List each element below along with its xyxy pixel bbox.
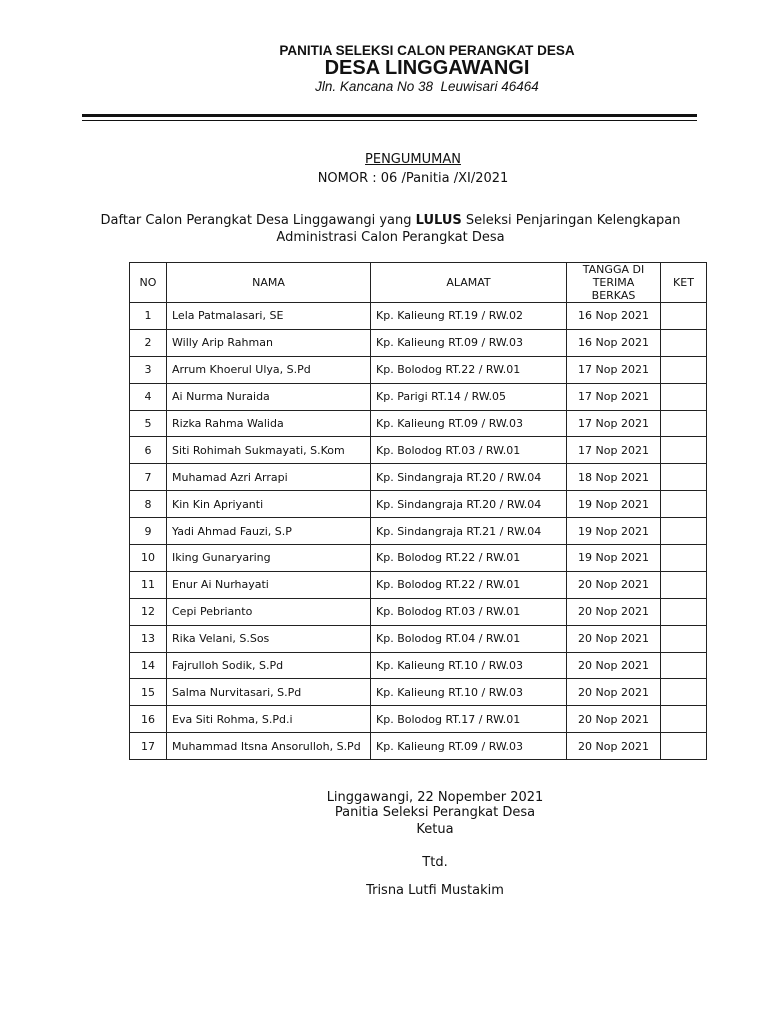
received-date: 19 Nop 2021 [567, 491, 661, 518]
candidate-name: Fajrulloh Sodik, S.Pd [167, 652, 371, 679]
remarks-cell [661, 625, 707, 652]
row-number: 13 [130, 625, 167, 652]
intro-passed-keyword: LULUS [415, 213, 462, 228]
column-header-no: NO [130, 263, 167, 303]
remarks-cell [661, 356, 707, 383]
candidate-name: Eva Siti Rohma, S.Pd.i [167, 706, 371, 733]
date-header-line-2: TERIMA [592, 276, 635, 289]
candidate-address: Kp. Bolodog RT.22 / RW.01 [371, 571, 567, 598]
table-row [130, 706, 707, 733]
candidate-address: Kp. Kalieung RT.09 / RW.03 [371, 410, 567, 437]
row-number: 15 [130, 679, 167, 706]
remarks-cell [661, 571, 707, 598]
table-row [130, 518, 707, 545]
date-header-line-1: TANGGA DI [582, 263, 645, 276]
announcement-number: NOMOR : 06 /Panitia /XI/2021 [317, 171, 509, 186]
intro-text-after: Seleksi Penjaringan Kelengkapan [461, 213, 681, 228]
candidate-address: Kp. Bolodog RT.22 / RW.01 [371, 545, 567, 572]
row-number: 7 [130, 464, 167, 491]
table-row [130, 625, 707, 652]
candidate-name: Willy Arip Rahman [167, 329, 371, 356]
candidate-address: Kp. Kalieung RT.10 / RW.03 [371, 652, 567, 679]
signature-place-date: Linggawangi, 22 Nopember 2021 [326, 790, 544, 805]
row-number: 3 [130, 356, 167, 383]
received-date: 20 Nop 2021 [567, 679, 661, 706]
candidate-address: Kp. Bolodog RT.03 / RW.01 [371, 437, 567, 464]
table-row [130, 356, 707, 383]
candidate-name: Rizka Rahma Walida [167, 410, 371, 437]
candidate-name: Muhamad Azri Arrapi [167, 464, 371, 491]
intro-line-2: Administrasi Calon Perangkat Desa [276, 230, 505, 245]
candidate-address: Kp. Bolodog RT.03 / RW.01 [371, 598, 567, 625]
received-date: 17 Nop 2021 [567, 410, 661, 437]
date-header-line-3: BERKAS [591, 289, 636, 302]
remarks-cell [661, 706, 707, 733]
candidate-name: Iking Gunaryaring [167, 545, 371, 572]
letterhead-rule-thick [82, 114, 697, 117]
row-number: 6 [130, 437, 167, 464]
table-row [130, 733, 707, 760]
candidate-name: Salma Nurvitasari, S.Pd [167, 679, 371, 706]
row-number: 10 [130, 545, 167, 572]
remarks-cell [661, 303, 707, 330]
candidate-name: Muhammad Itsna Ansorulloh, S.Pd [167, 733, 371, 760]
row-number: 11 [130, 571, 167, 598]
candidate-address: Kp. Bolodog RT.22 / RW.01 [371, 356, 567, 383]
candidate-name: Lela Patmalasari, SE [167, 303, 371, 330]
row-number: 17 [130, 733, 167, 760]
remarks-cell [661, 598, 707, 625]
candidate-name: Yadi Ahmad Fauzi, S.P [167, 518, 371, 545]
received-date: 16 Nop 2021 [567, 303, 661, 330]
row-number: 2 [130, 329, 167, 356]
village-name: DESA LINGGAWANGI [324, 57, 530, 79]
remarks-cell [661, 679, 707, 706]
candidate-name: Kin Kin Apriyanti [167, 491, 371, 518]
candidate-address: Kp. Kalieung RT.09 / RW.03 [371, 733, 567, 760]
column-header-date-received [567, 263, 661, 303]
remarks-cell [661, 491, 707, 518]
remarks-cell [661, 518, 707, 545]
candidate-address: Kp. Parigi RT.14 / RW.05 [371, 383, 567, 410]
remarks-cell [661, 652, 707, 679]
committee-title: PANITIA SELEKSI CALON PERANGKAT DESA [279, 43, 575, 58]
table-row [130, 679, 707, 706]
received-date: 18 Nop 2021 [567, 464, 661, 491]
received-date: 19 Nop 2021 [567, 545, 661, 572]
candidate-address: Kp. Sindangraja RT.20 / RW.04 [371, 464, 567, 491]
column-header-name: NAMA [167, 263, 371, 303]
table-row [130, 410, 707, 437]
received-date: 17 Nop 2021 [567, 437, 661, 464]
signatory-name: Trisna Lutfi Mustakim [366, 883, 504, 898]
remarks-cell [661, 733, 707, 760]
table-row [130, 383, 707, 410]
candidates-table [129, 262, 707, 760]
received-date: 19 Nop 2021 [567, 518, 661, 545]
column-header-address: ALAMAT [371, 263, 567, 303]
remarks-cell [661, 464, 707, 491]
candidate-name: Cepi Pebrianto [167, 598, 371, 625]
row-number: 16 [130, 706, 167, 733]
row-number: 14 [130, 652, 167, 679]
received-date: 20 Nop 2021 [567, 733, 661, 760]
row-number: 9 [130, 518, 167, 545]
signature-committee: Panitia Seleksi Perangkat Desa [334, 805, 536, 820]
candidate-address: Kp. Kalieung RT.19 / RW.02 [371, 303, 567, 330]
table-row [130, 303, 707, 330]
received-date: 20 Nop 2021 [567, 571, 661, 598]
table-row [130, 437, 707, 464]
candidate-address: Kp. Sindangraja RT.21 / RW.04 [371, 518, 567, 545]
candidate-address: Kp. Kalieung RT.10 / RW.03 [371, 679, 567, 706]
office-address: Jln. Kancana No 38 Leuwisari 46464 [315, 79, 539, 94]
received-date: 20 Nop 2021 [567, 598, 661, 625]
received-date: 17 Nop 2021 [567, 356, 661, 383]
remarks-cell [661, 383, 707, 410]
remarks-cell [661, 410, 707, 437]
row-number: 5 [130, 410, 167, 437]
candidate-address: Kp. Bolodog RT.17 / RW.01 [371, 706, 567, 733]
intro-paragraph [40, 212, 741, 246]
table-row [130, 652, 707, 679]
row-number: 4 [130, 383, 167, 410]
column-header-remarks: KET [661, 263, 707, 303]
candidate-name: Siti Rohimah Sukmayati, S.Kom [167, 437, 371, 464]
signature-signed-mark: Ttd. [422, 855, 448, 870]
row-number: 8 [130, 491, 167, 518]
intro-line-1 [40, 212, 741, 229]
table-row [130, 545, 707, 572]
table-row [130, 598, 707, 625]
received-date: 20 Nop 2021 [567, 625, 661, 652]
candidate-name: Rika Velani, S.Sos [167, 625, 371, 652]
received-date: 16 Nop 2021 [567, 329, 661, 356]
signature-role: Ketua [416, 822, 454, 837]
table-header [130, 263, 707, 303]
candidate-address: Kp. Sindangraja RT.20 / RW.04 [371, 491, 567, 518]
received-date: 20 Nop 2021 [567, 652, 661, 679]
row-number: 12 [130, 598, 167, 625]
table-row [130, 491, 707, 518]
table-row [130, 464, 707, 491]
candidate-address: Kp. Kalieung RT.09 / RW.03 [371, 329, 567, 356]
received-date: 17 Nop 2021 [567, 383, 661, 410]
received-date: 20 Nop 2021 [567, 706, 661, 733]
candidate-name: Enur Ai Nurhayati [167, 571, 371, 598]
table-header-row [130, 263, 707, 303]
candidate-name: Arrum Khoerul Ulya, S.Pd [167, 356, 371, 383]
remarks-cell [661, 545, 707, 572]
candidate-name: Ai Nurma Nuraida [167, 383, 371, 410]
table-body [130, 303, 707, 760]
candidate-address: Kp. Bolodog RT.04 / RW.01 [371, 625, 567, 652]
remarks-cell [661, 437, 707, 464]
letterhead-rule-thin [82, 120, 697, 121]
intro-text-before: Daftar Calon Perangkat Desa Linggawangi yang [100, 213, 416, 228]
row-number: 1 [130, 303, 167, 330]
remarks-cell [661, 329, 707, 356]
table-row [130, 571, 707, 598]
announcement-title: PENGUMUMAN [365, 152, 461, 167]
table-row [130, 329, 707, 356]
